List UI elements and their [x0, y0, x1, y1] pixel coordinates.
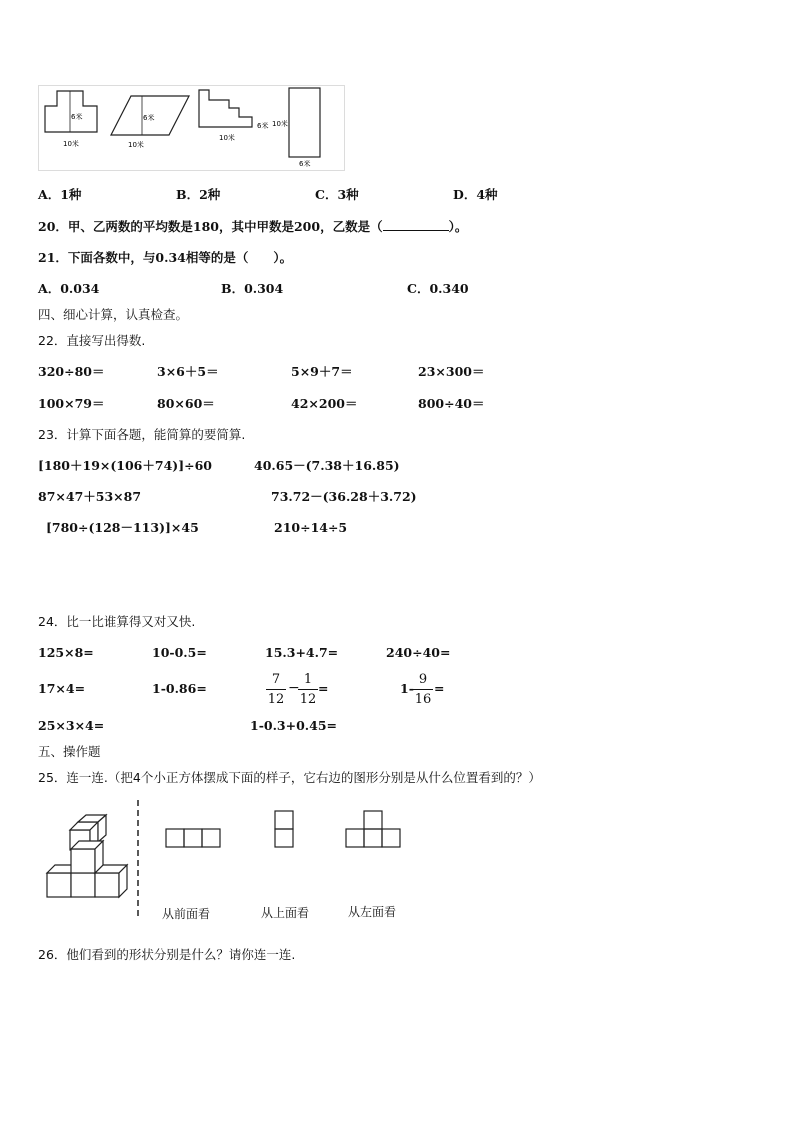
q20-answer-blank[interactable] — [383, 218, 449, 231]
q24-item: 10-0.5= — [152, 645, 207, 660]
shape4-width-label: 6米 — [299, 160, 311, 168]
fraction-7-12 — [266, 671, 286, 708]
q24-item: 15.3+4.7= — [265, 645, 339, 660]
view-two-squares-stacked — [275, 811, 293, 847]
caption-top-view: 从上面看 — [261, 906, 310, 920]
q23-item: 73.72－(36.28＋3.72) — [271, 489, 417, 504]
shape1-height-label: 6米 — [71, 113, 83, 121]
q21-option-c[interactable]: C．0.340 — [407, 281, 469, 296]
caption-front-view: 从前面看 — [162, 907, 211, 921]
q21-option-b[interactable]: B．0.304 — [221, 281, 284, 296]
view-t-shape — [346, 811, 400, 847]
q22-item: 800÷40＝ — [418, 396, 485, 411]
q19-option-d[interactable]: D．4种 — [453, 187, 498, 202]
q26-question: 26．他们看到的形状分别是什么？请你连一连. — [38, 947, 296, 962]
section-4-heading: 四、细心计算，认真检查。 — [38, 307, 189, 322]
fraction-1-12 — [298, 671, 318, 708]
q20-tail: ）。 — [448, 219, 468, 234]
shape2-width-label: 10米 — [128, 141, 144, 149]
equals-sign: = — [434, 681, 445, 696]
q23-item: 40.65－(7.38＋16.85) — [254, 458, 400, 473]
q19-option-b[interactable]: B．2种 — [176, 187, 221, 202]
q20-text: 20．甲、乙两数的平均数是180，其中甲数是200，乙数是（ — [38, 219, 383, 234]
minus-sign: − — [288, 680, 300, 696]
shape4-height-label: 10米 — [272, 120, 288, 128]
numerator: 1 — [303, 672, 313, 687]
q19-option-c[interactable]: C．3种 — [315, 187, 359, 202]
shape3-width-label: 10米 — [219, 134, 235, 142]
shape2-height-label: 6米 — [143, 114, 155, 122]
q20-question — [38, 218, 467, 235]
shape3-height-label: 6米 — [257, 122, 269, 130]
q24-question: 24．比一比谁算得又对又快. — [38, 614, 196, 629]
cube-stack-drawing — [47, 815, 127, 897]
q22-item: 23×300＝ — [418, 364, 485, 379]
q25-question: 25．连一连.（把4个小正方体摆成下面的样子，它右边的图形分别是从什么位置看到的？） — [38, 770, 541, 785]
q24-item: 25×3×4= — [38, 718, 105, 733]
q22-item: 100×79＝ — [38, 396, 105, 411]
numerator: 7 — [271, 672, 281, 687]
q19-figure — [38, 85, 345, 171]
expr-prefix: 1- — [400, 681, 414, 696]
q23-item: [180＋19×(106＋74)]÷60 — [38, 458, 212, 473]
fraction-9-16 — [413, 671, 433, 708]
q22-question: 22．直接写出得数. — [38, 333, 146, 348]
denominator: 12 — [267, 692, 285, 707]
q23-item: [780÷(128－113)]×45 — [46, 520, 199, 535]
q22-item: 80×60＝ — [157, 396, 215, 411]
q23-item: 210÷14÷5 — [274, 520, 348, 535]
q22-item: 5×9＋7＝ — [291, 364, 353, 379]
denominator: 12 — [299, 692, 317, 707]
q23-item: 87×47＋53×87 — [38, 489, 142, 504]
q22-item: 320÷80＝ — [38, 364, 105, 379]
q24-item: 1-0.86= — [152, 681, 207, 696]
q24-item: 240÷40= — [386, 645, 451, 660]
q19-shapes — [39, 86, 344, 170]
q24-item: 125×8= — [38, 645, 94, 660]
q24-item: 17×4= — [38, 681, 86, 696]
numerator: 9 — [418, 672, 428, 687]
q19-option-a[interactable]: A．1种 — [38, 187, 82, 202]
view-three-squares-row — [166, 829, 220, 847]
shape1-width-label: 10米 — [63, 140, 79, 148]
q21-option-a[interactable]: A．0.034 — [38, 281, 100, 296]
q23-question: 23．计算下面各题，能简算的要简算. — [38, 427, 246, 442]
q22-item: 3×6＋5＝ — [157, 364, 219, 379]
q24-item: 1-0.3+0.45= — [250, 718, 338, 733]
denominator: 16 — [414, 692, 432, 707]
q21-question: 21．下面各数中，与0.34相等的是（ ）。 — [38, 250, 293, 265]
q22-item: 42×200＝ — [291, 396, 358, 411]
caption-left-view: 从左面看 — [348, 905, 397, 919]
section-5-heading: 五、操作题 — [38, 744, 101, 759]
equals-sign: = — [318, 681, 329, 696]
